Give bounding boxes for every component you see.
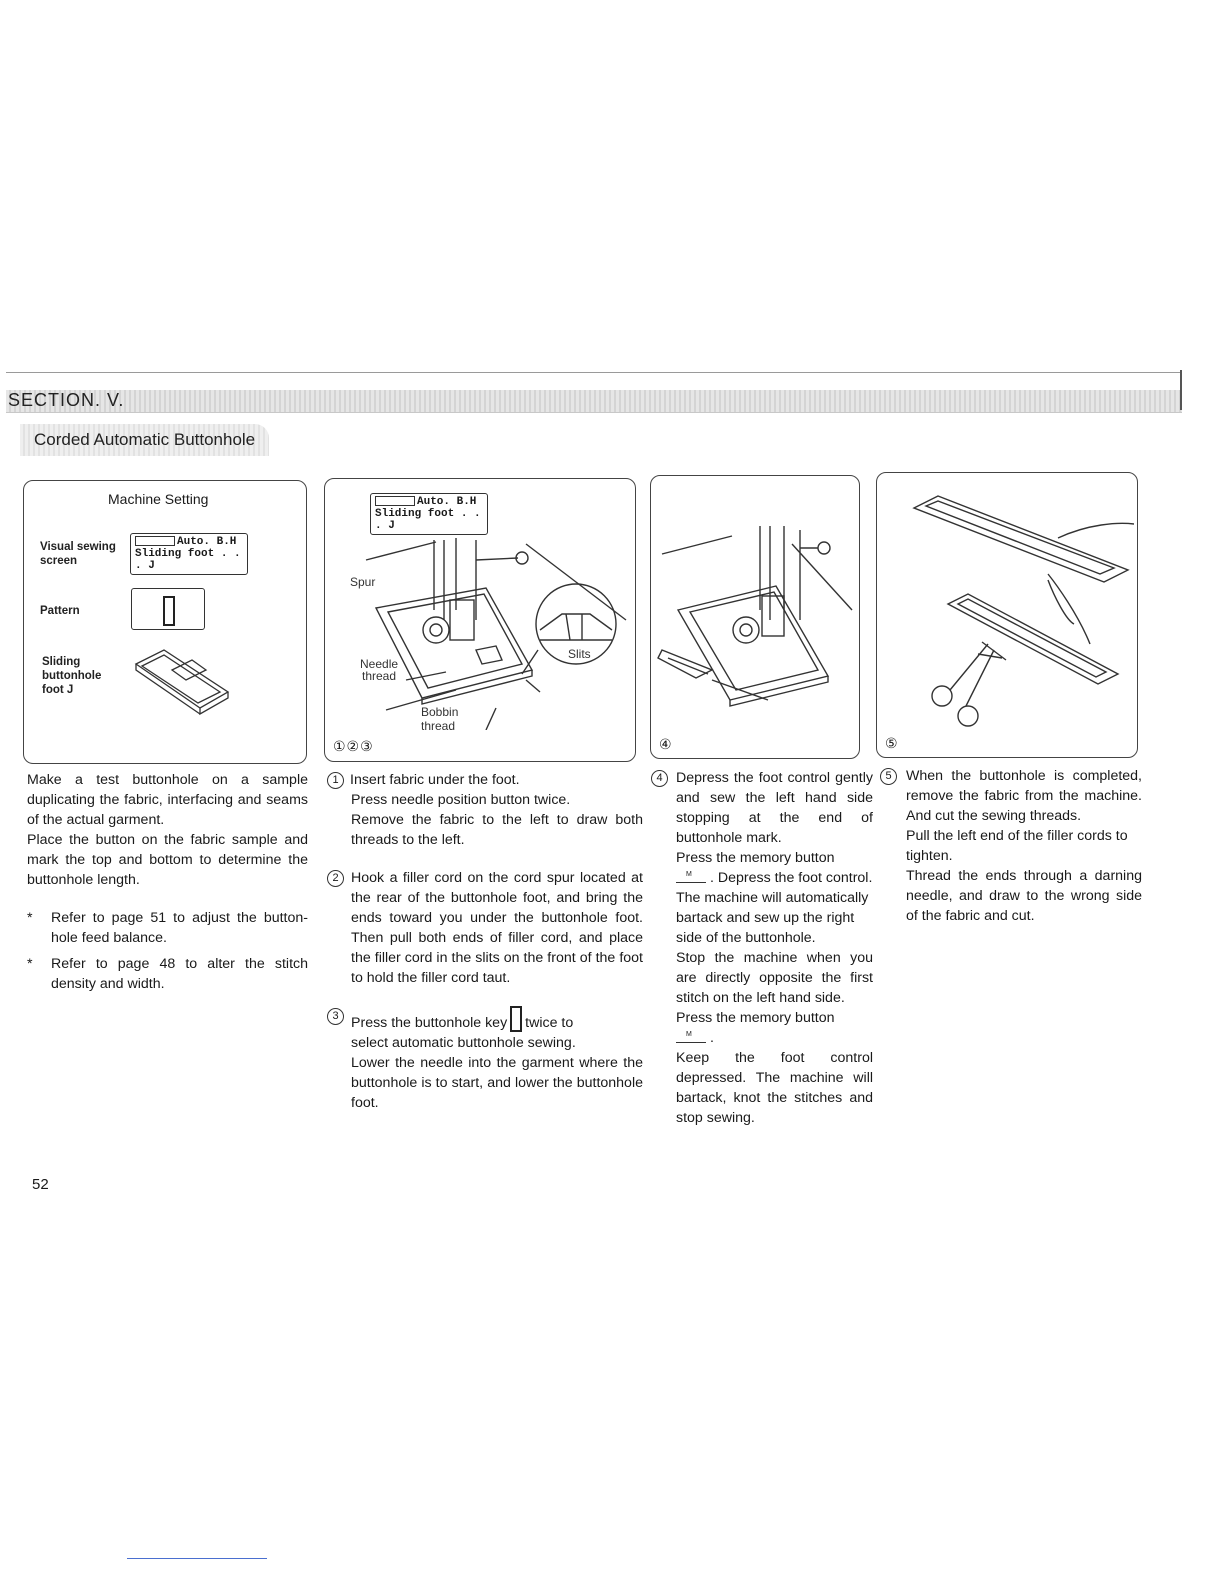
- presser-foot-illustration: [326, 530, 632, 730]
- step-3-text-b: twice to: [525, 1015, 574, 1031]
- pattern-box: [131, 588, 205, 630]
- screen-bar-icon: [135, 536, 175, 546]
- step-1-line-1: Insert fabric under the foot.: [350, 772, 520, 788]
- intro-para-1: Make a test buttonhole on a sample duplicating the fabric, interfacing and seams of the actual garment.: [27, 772, 308, 828]
- page-title-band: [20, 424, 269, 456]
- panel2-step-numbers: ①②③: [333, 738, 374, 754]
- section-band: [6, 390, 1182, 413]
- needle-thread-callout-1: Needle: [360, 657, 399, 671]
- step-4-text-e: Press the memory button: [676, 1010, 835, 1026]
- spur-callout: Spur: [350, 575, 376, 589]
- right-edge-mark: [1180, 370, 1182, 410]
- pattern-label-line1: Pattern: [40, 605, 80, 617]
- note-1-text: Refer to page 51 to adjust the button-hole feed balance.: [51, 910, 308, 946]
- step-3-text-a: Press the buttonhole key: [351, 1015, 508, 1031]
- pattern-label: [40, 604, 80, 618]
- step-4-text-f: .: [709, 1030, 714, 1046]
- step-5-text-a: When the buttonhole is completed, remove the fabric from the machine. And cut the sewing threads.: [906, 768, 1142, 824]
- step-2-number: 2: [327, 870, 344, 887]
- step-3-text-d: Lower the needle into the garment where the buttonhole is to start, and lower the buttonhole foot.: [351, 1055, 643, 1111]
- foot-label: [42, 655, 101, 697]
- step-2: [327, 868, 643, 988]
- step-4-text-g: Keep the foot control depressed. The machine will bartack, knot the stitches and stop sewing.: [676, 1050, 873, 1126]
- step-4-number: 4: [651, 770, 668, 787]
- steps-1-3-text-column: [327, 770, 643, 1113]
- step-4-text-c: . Depress the foot control. The machine will automatically bartack and sew up the right side of the buttonhole.: [676, 870, 873, 946]
- page-title: Corded Automatic Buttonhole: [34, 430, 256, 449]
- top-rule: [6, 372, 1182, 373]
- step-3-number: 3: [327, 1008, 344, 1025]
- memory-icon-m: M: [686, 871, 692, 879]
- intro-para-2: Place the button on the fabric sample and mark the top and bottom to determine the buttonhole length.: [27, 832, 308, 888]
- bobbin-thread-callout-2: thread: [421, 719, 456, 730]
- slits-callout: Slits: [568, 647, 591, 661]
- memory-icon-m-2: M: [686, 1031, 692, 1039]
- panel2-screen-line2: Sliding foot . . . J: [375, 508, 481, 532]
- step-5-text-b: Pull the left end of the filler cords to tighten.: [906, 828, 1128, 864]
- step-1-line-3: Remove the fabric to the left to draw both threads to the left.: [351, 812, 643, 848]
- foot-label-line2: buttonhole: [42, 670, 102, 682]
- machine-setting-title: Machine Setting: [108, 491, 209, 507]
- visual-screen-label-line1: Visual sewing: [40, 541, 116, 553]
- panel2-screen-display: [370, 493, 488, 535]
- screen-line1: Auto. B.H: [177, 536, 237, 548]
- note-2-bullet: *: [27, 956, 33, 972]
- note-1-bullet: *: [27, 910, 33, 926]
- bobbin-thread-callout-1: Bobbin: [421, 705, 459, 719]
- panel3-step-number: ④: [659, 736, 673, 752]
- step-5-text-column: [880, 766, 1142, 926]
- panel2-screen-line1: Auto. B.H: [417, 496, 477, 508]
- step-1-line-2: Press needle position button twice.: [351, 792, 571, 808]
- finished-buttonhole-illustration: [878, 484, 1134, 744]
- step-4: [651, 768, 873, 1128]
- visual-screen-label: [40, 540, 116, 568]
- foot-label-line3: foot J: [42, 684, 74, 696]
- step-5: [880, 766, 1142, 926]
- step-1: [327, 770, 643, 850]
- step-2-text: Hook a filler cord on the cord spur located at the rear of the buttonhole foot, and bring the ends toward you under the buttonhole foot. Then pull both ends of filler cord, and place the filler cord in the slits on the front of the foot to hold the filler cord taut.: [351, 870, 643, 986]
- foot-label-line1: Sliding: [42, 656, 81, 668]
- sliding-foot-icon: [132, 648, 232, 722]
- note-1: [27, 908, 308, 948]
- page-number: 52: [32, 1176, 49, 1193]
- step-3-text-c: select automatic buttonhole sewing.: [351, 1035, 576, 1051]
- buttonhole-pattern-icon: [163, 596, 175, 626]
- visual-screen-label-line2: screen: [40, 555, 78, 567]
- note-2-text: Refer to page 48 to alter the stitch density and width.: [51, 956, 308, 992]
- screen-line2: Sliding foot . . . J: [135, 548, 241, 572]
- memory-button-icon: [676, 873, 706, 883]
- intro-text-column: [27, 770, 308, 994]
- needle-thread-callout-2: thread: [362, 669, 397, 683]
- sewing-foot-illustration: [652, 500, 856, 730]
- step-3: [327, 1006, 643, 1113]
- bottom-link-line: [127, 1558, 267, 1559]
- step-4-text-column: [651, 768, 873, 1128]
- screen-bar-icon: [375, 496, 415, 506]
- step-5-text-c: Thread the ends through a darning needle, and draw to the wrong side of the fabric and cut.: [906, 868, 1142, 924]
- note-2: [27, 954, 308, 994]
- step-4-text-b: Press the memory button: [676, 850, 835, 866]
- memory-button-icon-2: [676, 1033, 706, 1043]
- step-4-text-d: Stop the machine when you are directly opposite the first stitch on the left hand side.: [676, 950, 873, 1006]
- panel4-step-number: ⑤: [885, 735, 899, 751]
- visual-screen-display: [130, 533, 248, 575]
- step-4-text-a: Depress the foot control gently and sew the left hand side stopping at the end of buttonhole mark.: [676, 770, 873, 846]
- section-label: SECTION. V.: [8, 390, 125, 410]
- step-1-number: 1: [327, 772, 344, 789]
- step-5-number: 5: [880, 768, 897, 785]
- buttonhole-key-icon: [510, 1006, 522, 1032]
